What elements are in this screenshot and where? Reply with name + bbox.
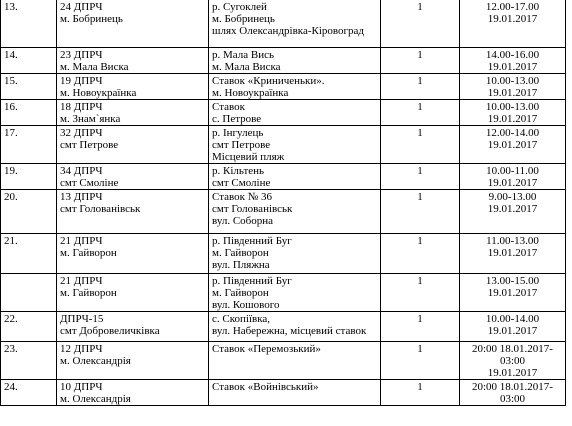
table-row (1, 312, 566, 342)
time-line: 12.00-14.00 (485, 127, 540, 139)
unit-line: 10 ДПРЧ (60, 381, 103, 393)
unit-line: м. Олександрія (60, 355, 131, 367)
unit-cell (57, 48, 209, 74)
unit-line: ДПРЧ-15 (60, 313, 104, 325)
location-cell (209, 164, 381, 190)
time-line: 19.01.2017 (487, 203, 538, 215)
location-line: р. Сугоклей (212, 1, 267, 13)
unit-line: 34 ДПРЧ (60, 165, 103, 177)
location-line: вул. Пляжна (212, 259, 270, 271)
location-cell (209, 312, 381, 342)
time-cell (460, 274, 566, 312)
unit-line: 24 ДПРЧ (60, 1, 103, 13)
time-cell (460, 164, 566, 190)
unit-line: м. Бобринець (60, 13, 123, 25)
table-row (1, 126, 566, 164)
quantity-cell: 1 (381, 0, 460, 48)
row-number-cell: 16. (1, 100, 57, 126)
time-cell (460, 100, 566, 126)
location-line: с. Петрове (212, 113, 262, 125)
time-line: 10.00-14.00 (485, 313, 540, 325)
unit-line: м. Мала Виска (60, 61, 129, 73)
location-line: шлях Олександрівка-Кіровоград (212, 25, 365, 37)
unit-cell (57, 342, 209, 380)
time-cell (460, 74, 566, 100)
time-line: 03:00 (499, 355, 526, 367)
quantity-cell: 1 (381, 100, 460, 126)
location-line: р. Південний Буг (212, 235, 292, 247)
time-line: 11.00-13.00 (486, 235, 539, 247)
unit-cell (57, 312, 209, 342)
quantity-cell: 1 (381, 164, 460, 190)
unit-line: смт Голованівськ (60, 203, 141, 215)
unit-line: м. Знам`янка (60, 113, 121, 125)
location-line: м. Мала Виска (212, 61, 281, 73)
row-number-cell: 19. (1, 164, 57, 190)
unit-line: смт Смоліне (60, 177, 119, 189)
unit-cell (57, 164, 209, 190)
time-line: 19.01.2017 (487, 177, 538, 189)
location-line: р. Південний Буг (212, 275, 292, 287)
location-line: вул. Кошового (212, 299, 280, 311)
quantity-cell: 1 (381, 274, 460, 312)
unit-cell (57, 100, 209, 126)
location-line: смт Голованівськ (212, 203, 293, 215)
row-number-cell: 20. (1, 190, 57, 234)
table-row (1, 234, 566, 274)
time-line: 19.01.2017 (487, 325, 538, 337)
location-line: Ставок (212, 101, 245, 113)
location-cell (209, 126, 381, 164)
time-line: 19.01.2017 (487, 287, 538, 299)
unit-cell (57, 234, 209, 274)
unit-line: 18 ДПРЧ (60, 101, 103, 113)
location-line: Ставок № 36 (212, 191, 272, 203)
time-line: 19.01.2017 (487, 139, 538, 151)
row-number-cell: 15. (1, 74, 57, 100)
table-row (1, 48, 566, 74)
unit-cell (57, 126, 209, 164)
unit-line: м. Новоукраїнка (60, 87, 137, 99)
time-line: 10.00-13.00 (485, 75, 540, 87)
quantity-cell: 1 (381, 74, 460, 100)
time-cell (460, 126, 566, 164)
location-line: м. Гайворон (212, 287, 269, 299)
quantity-cell: 1 (381, 48, 460, 74)
table-row (1, 100, 566, 126)
row-number-cell: 24. (1, 380, 57, 406)
location-line: вул. Набережна, місцевий ставок (212, 325, 367, 337)
location-cell (209, 380, 381, 406)
location-line: р. Мала Вись (212, 49, 275, 61)
location-line: Місцевий пляж (212, 151, 285, 163)
quantity-cell: 1 (381, 342, 460, 380)
time-line: 19.01.2017 (487, 13, 538, 25)
unit-cell (57, 380, 209, 406)
unit-line: смт Добровеличківка (60, 325, 160, 337)
time-line: 13.00-15.00 (485, 275, 540, 287)
table-row (1, 0, 566, 48)
unit-line: 23 ДПРЧ (60, 49, 103, 61)
time-line: 19.01.2017 (487, 247, 538, 259)
location-line: Ставок «Войнівський» (212, 381, 319, 393)
location-cell (209, 0, 381, 48)
table-row (1, 380, 566, 406)
row-number-cell: 22. (1, 312, 57, 342)
unit-cell (57, 0, 209, 48)
time-line: 14.00-16.00 (485, 49, 540, 61)
location-cell (209, 274, 381, 312)
unit-line: 12 ДПРЧ (60, 343, 103, 355)
unit-cell (57, 74, 209, 100)
location-line: м. Бобринець (212, 13, 275, 25)
location-line: смт Смоліне (212, 177, 271, 189)
table-row (1, 74, 566, 100)
unit-line: 32 ДПРЧ (60, 127, 103, 139)
time-line: 10.00-11.00 (486, 165, 539, 177)
location-cell (209, 190, 381, 234)
time-line: 19.01.2017 (487, 61, 538, 73)
location-line: м. Новоукраїнка (212, 87, 289, 99)
row-number-cell: 17. (1, 126, 57, 164)
time-cell (460, 380, 566, 406)
time-cell (460, 312, 566, 342)
time-line: 03:00 (499, 393, 526, 405)
quantity-cell: 1 (381, 126, 460, 164)
location-line: р. Інгулець (212, 127, 264, 139)
unit-cell (57, 190, 209, 234)
quantity-cell: 1 (381, 312, 460, 342)
location-line: м. Гайворон (212, 247, 269, 259)
time-cell (460, 234, 566, 274)
quantity-cell: 1 (381, 380, 460, 406)
location-line: Ставок «Перемозький» (212, 343, 321, 355)
location-line: Ставок «Криниченьки». (212, 75, 325, 87)
location-cell (209, 48, 381, 74)
row-number-cell (1, 274, 57, 312)
schedule-rows (1, 0, 566, 406)
time-line: 19.01.2017 (487, 113, 538, 125)
row-number-cell: 21. (1, 234, 57, 274)
unit-line: 21 ДПРЧ (60, 275, 103, 287)
unit-line: 19 ДПРЧ (60, 75, 103, 87)
table-row (1, 164, 566, 190)
location-line: вул. Соборна (212, 215, 274, 227)
quantity-cell: 1 (381, 190, 460, 234)
time-cell (460, 342, 566, 380)
location-cell (209, 74, 381, 100)
time-cell (460, 48, 566, 74)
unit-line: м. Гайворон (60, 247, 117, 259)
time-cell (460, 0, 566, 48)
unit-line: 21 ДПРЧ (60, 235, 103, 247)
quantity-cell: 1 (381, 234, 460, 274)
time-line: 19.01.2017 (487, 87, 538, 99)
time-line: 19.01.2017 (487, 367, 538, 379)
row-number-cell: 14. (1, 48, 57, 74)
location-line: р. Кільтень (212, 165, 265, 177)
unit-line: м. Гайворон (60, 287, 117, 299)
time-line: 12.00-17.00 (485, 1, 540, 13)
row-number-cell: 13. (1, 0, 57, 48)
row-number-cell: 23. (1, 342, 57, 380)
location-cell (209, 342, 381, 380)
location-line: с. Скопіївка, (212, 313, 271, 325)
unit-cell (57, 274, 209, 312)
location-cell (209, 100, 381, 126)
table-row (1, 342, 566, 380)
table-row (1, 274, 566, 312)
time-cell (460, 190, 566, 234)
location-line: смт Петрове (212, 139, 271, 151)
unit-line: 13 ДПРЧ (60, 191, 103, 203)
time-line: 20:00 18.01.2017- (472, 343, 553, 355)
unit-line: смт Петрове (60, 139, 119, 151)
location-cell (209, 234, 381, 274)
time-line: 10.00-13.00 (485, 101, 540, 113)
unit-line: м. Олександрія (60, 393, 131, 405)
time-line: 9.00-13.00 (488, 191, 537, 203)
time-line: 20:00 18.01.2017- (472, 381, 553, 393)
table-row (1, 190, 566, 234)
